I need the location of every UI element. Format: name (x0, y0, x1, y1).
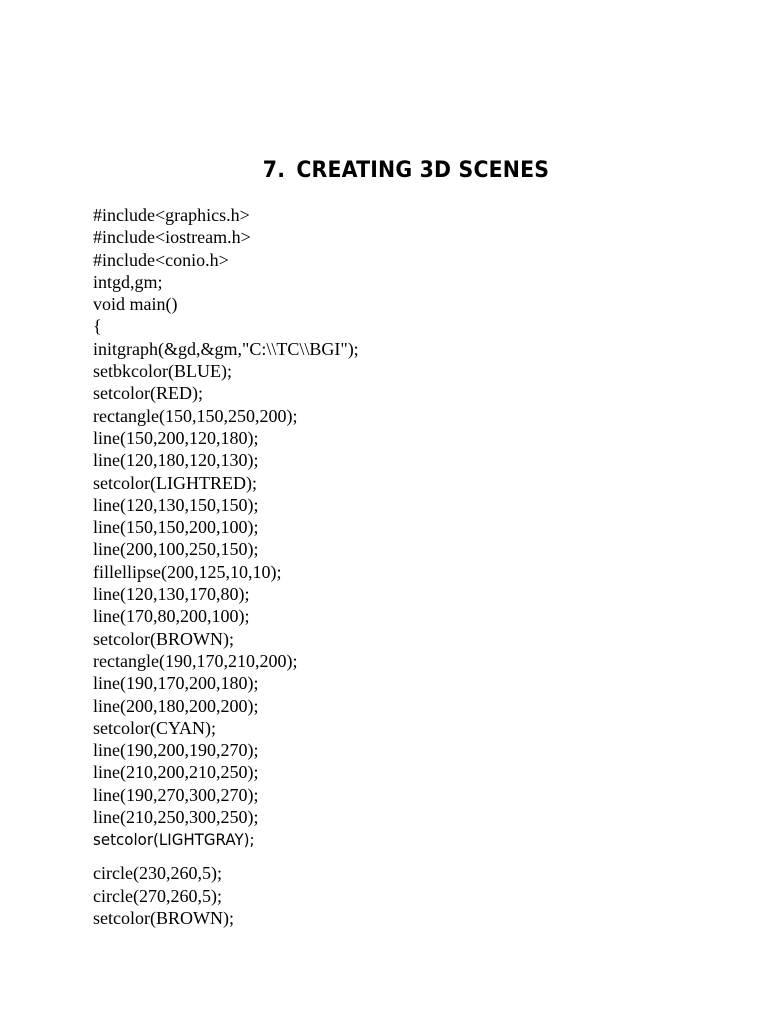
code-line: setcolor(LIGHTGRAY); (93, 830, 255, 850)
code-line: circle(230,260,5); (93, 863, 222, 884)
code-line: setcolor(RED); (93, 383, 203, 404)
code-line: setcolor(LIGHTRED); (93, 472, 257, 493)
code-line: void main() (93, 294, 178, 315)
code-listing (93, 204, 693, 929)
code-line: fillellipse(200,125,10,10); (93, 561, 282, 582)
code-line: line(120,180,120,130); (93, 450, 259, 471)
code-line: line(190,200,190,270); (93, 740, 259, 761)
code-line: line(190,270,300,270); (93, 784, 259, 805)
code-line: { (93, 316, 102, 337)
code-line: #include<conio.h> (93, 249, 229, 270)
code-line: line(170,80,200,100); (93, 606, 250, 627)
code-line: rectangle(190,170,210,200); (93, 650, 298, 671)
code-line: circle(270,260,5); (93, 885, 222, 906)
code-line: line(210,250,300,250); (93, 807, 259, 828)
code-line: line(210,200,210,250); (93, 762, 259, 783)
code-line: intgd,gm; (93, 271, 163, 292)
code-line: line(150,150,200,100); (93, 517, 259, 538)
section-number: 7. (262, 158, 286, 183)
code-line: setcolor(BROWN); (93, 628, 234, 649)
code-line: #include<graphics.h> (93, 205, 250, 225)
code-line: initgraph(&gd,&gm,"C:\\TC\\BGI"); (93, 338, 359, 359)
section-heading (28, 158, 768, 183)
code-line: line(200,100,250,150); (93, 539, 259, 560)
section-title: CREATING 3D SCENES (296, 158, 550, 183)
code-line: line(150,200,120,180); (93, 427, 259, 448)
code-line: setcolor(BROWN); (93, 907, 234, 928)
code-line: line(120,130,170,80); (93, 584, 250, 605)
code-line: line(190,170,200,180); (93, 673, 259, 694)
code-line: setcolor(CYAN); (93, 717, 216, 738)
code-line: line(120,130,150,150); (93, 494, 259, 515)
code-line: setbkcolor(BLUE); (93, 361, 232, 382)
code-line: rectangle(150,150,250,200); (93, 405, 298, 426)
code-line: #include<iostream.h> (93, 227, 251, 248)
code-line: line(200,180,200,200); (93, 695, 259, 716)
